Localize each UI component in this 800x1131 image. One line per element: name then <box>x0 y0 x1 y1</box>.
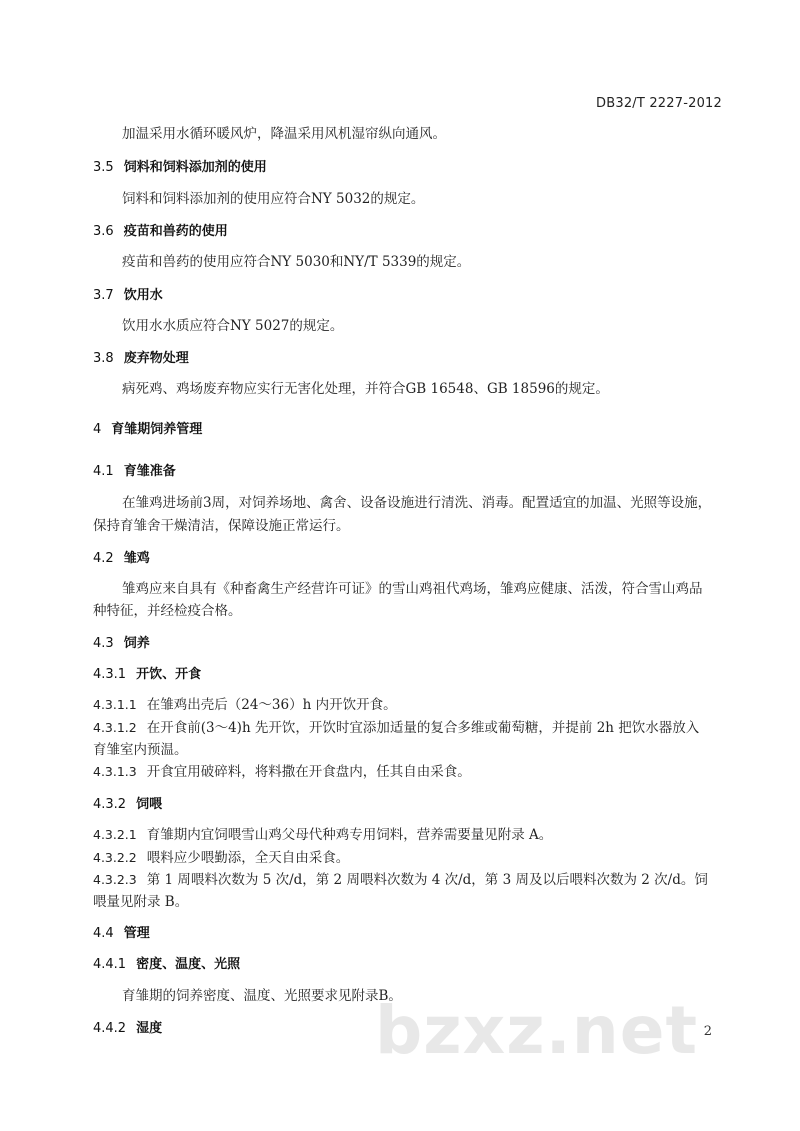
section-title: 密度、温度、光照 <box>136 957 241 972</box>
clause-number: 4.3.1.1 <box>93 697 137 712</box>
paragraph: 饮用水水质应符合NY 5027的规定。 <box>122 318 344 334</box>
paragraph-continuation: 种特征，并经检疫合格。 <box>93 603 242 619</box>
clause-text: 第 1 周喂料次数为 5 次/d，第 2 周喂料次数为 4 次/d，第 3 周及以后喂料次数为 2 次/d。饲 <box>146 872 708 888</box>
chapter-heading-4 <box>93 418 202 437</box>
section-number: 4.2 <box>93 551 114 566</box>
section-heading-4-2 <box>93 547 150 566</box>
section-heading-4-3 <box>93 632 150 651</box>
section-heading-4-4 <box>93 922 150 941</box>
section-title: 雏鸡 <box>123 551 150 566</box>
clause-number: 4.3.2.3 <box>93 872 137 887</box>
clause-text: 育雏期内宜饲喂雪山鸡父母代种鸡专用饲料，营养需要量见附录 A。 <box>146 827 553 843</box>
section-heading-4-1 <box>93 460 176 479</box>
section-heading-3-8 <box>93 347 189 366</box>
section-number: 4.3 <box>93 636 114 651</box>
paragraph: 疫苗和兽药的使用应符合NY 5030和NY/T 5339的规定。 <box>122 254 471 270</box>
clause-4-3-2-1 <box>93 823 552 843</box>
paragraph: 加温采用水循环暖风炉，降温采用风机湿帘纵向通风。 <box>122 126 446 142</box>
clause-4-3-2-3 <box>93 868 708 888</box>
clause-text: 在雏鸡出壳后（24～36）h 内开饮开食。 <box>146 697 397 713</box>
clause-number: 4.3.1.3 <box>93 764 137 779</box>
section-number: 3.5 <box>93 160 114 175</box>
document-code: DB32/T 2227-2012 <box>596 96 722 111</box>
paragraph: 饲料和饲料添加剂的使用应符合NY 5032的规定。 <box>122 191 425 207</box>
section-title: 疫苗和兽药的使用 <box>123 224 228 239</box>
section-title: 育雏期饲养管理 <box>111 422 203 437</box>
clause-continuation: 喂量见附录 B。 <box>93 894 189 910</box>
section-title: 废弃物处理 <box>123 351 189 366</box>
section-title: 饲喂 <box>136 797 163 812</box>
paragraph: 雏鸡应来自具有《种畜禽生产经营许可证》的雪山鸡祖代鸡场，雏鸡应健康、活泼，符合雪山鸡品 <box>122 581 703 597</box>
section-title: 开饮、开食 <box>136 667 202 682</box>
clause-text: 喂料应少喂勤添，全天自由采食。 <box>146 850 350 866</box>
section-heading-4-4-2 <box>93 1017 162 1036</box>
section-title: 饮用水 <box>123 288 163 303</box>
section-title: 饲料和饲料添加剂的使用 <box>123 160 267 175</box>
clause-text: 开食宜用破碎料，将料撒在开食盘内，任其自由采食。 <box>146 764 471 780</box>
section-number: 3.8 <box>93 351 114 366</box>
section-heading-3-5 <box>93 156 267 175</box>
section-number: 3.6 <box>93 224 114 239</box>
clause-number: 4.3.1.2 <box>93 720 137 735</box>
section-number: 4.4.2 <box>93 1021 127 1036</box>
page-number: 2 <box>703 1024 712 1039</box>
section-number: 4.3.2 <box>93 797 127 812</box>
section-title: 饲养 <box>123 636 150 651</box>
section-number: 4 <box>93 422 102 437</box>
section-title: 管理 <box>123 926 150 941</box>
paragraph: 病死鸡、鸡场废弃物应实行无害化处理，并符合GB 16548、GB 18596的规定。 <box>122 381 609 397</box>
clause-number: 4.3.2.2 <box>93 850 137 865</box>
site-watermark: bzxz.net <box>375 992 699 1069</box>
section-title: 育雏准备 <box>123 464 176 479</box>
section-heading-4-4-1 <box>93 953 240 972</box>
section-heading-3-6 <box>93 220 228 239</box>
clause-4-3-1-3 <box>93 760 471 780</box>
section-title: 湿度 <box>136 1021 163 1036</box>
paragraph: 育雏期的饲养密度、温度、光照要求见附录B。 <box>122 988 402 1004</box>
clause-4-3-1-1 <box>93 693 397 713</box>
clause-4-3-1-2 <box>93 716 699 736</box>
section-number: 3.7 <box>93 288 114 303</box>
section-number: 4.3.1 <box>93 667 127 682</box>
section-heading-4-3-1 <box>93 663 201 682</box>
clause-number: 4.3.2.1 <box>93 827 137 842</box>
section-number: 4.1 <box>93 464 114 479</box>
section-heading-3-7 <box>93 284 163 303</box>
clause-4-3-2-2 <box>93 846 349 866</box>
paragraph-continuation: 保持育雏舍干燥清洁，保障设施正常运行。 <box>93 518 350 534</box>
section-number: 4.4 <box>93 926 114 941</box>
paragraph: 在雏鸡进场前3周，对饲养场地、禽舍、设备设施进行清洗、消毒。配置适宜的加温、光照等设施， <box>122 495 712 511</box>
clause-continuation: 育雏室内预温。 <box>93 742 188 758</box>
section-heading-4-3-2 <box>93 793 162 812</box>
clause-text: 在开食前(3～4)h 先开饮，开饮时宜添加适量的复合多维或葡萄糖，并提前 2h 把饮水器放入 <box>146 720 700 736</box>
section-number: 4.4.1 <box>93 957 127 972</box>
